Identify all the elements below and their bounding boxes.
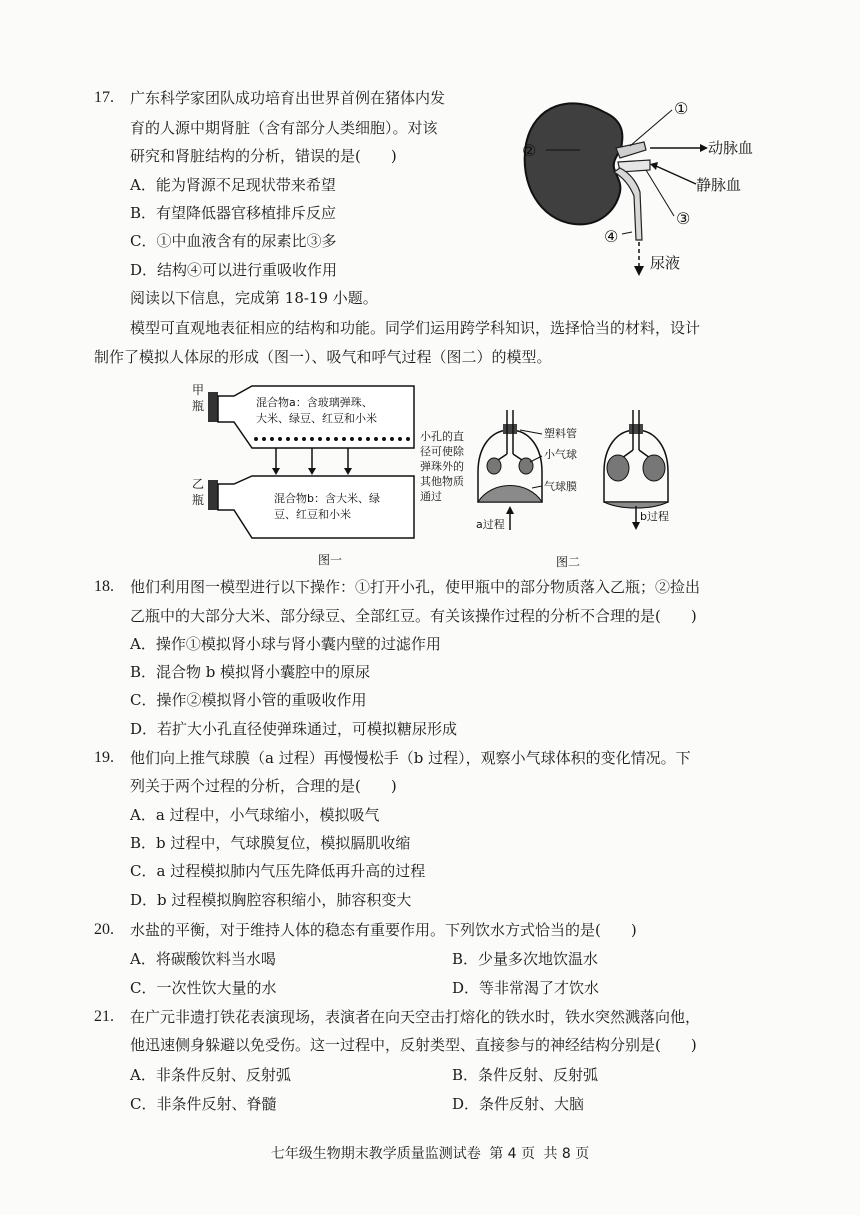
mixture-a-line-1: 混合物a：含玻璃弹珠、 — [256, 396, 373, 409]
hole-note-line-4: 其他物质 — [420, 475, 464, 488]
mixture-b-line-1: 混合物b：含大米、绿 — [274, 492, 380, 505]
small-balloon-b-right — [643, 455, 665, 481]
label-process-b: b过程 — [640, 510, 669, 523]
bottle-b-cap — [208, 480, 218, 510]
question-21-option-c: C．非条件反射、脊髓 — [130, 1095, 277, 1113]
figure-1-caption: 图一 — [318, 553, 343, 567]
question-21-option-b: B．条件反射、反射弧 — [452, 1066, 599, 1084]
question-18-option-d: D．若扩大小孔直径使弹珠通过，可模拟糖尿形成 — [130, 720, 458, 738]
small-balloon-b-left — [607, 455, 629, 481]
label-3: ③ — [676, 209, 691, 228]
label-plastic-pipe: 塑料管 — [544, 427, 577, 440]
flow-arrows — [272, 448, 352, 475]
question-18-option-b: B．混合物 b 模拟肾小囊腔中的原尿 — [130, 663, 371, 681]
question-19-stem-line-1: 他们向上推气球膜（a 过程）再慢慢松手（b 过程），观察小气球体积的变化情况。下 — [130, 749, 691, 767]
label-arterial-blood: 动脉血 — [708, 139, 754, 157]
question-17-stem-line-3: 研究和肾脏结构的分析，错误的是( ) — [130, 147, 397, 165]
question-20-option-a: A．将碳酸饮料当水喝 — [130, 950, 276, 968]
question-21-stem-line-1: 在广元非遗打铁花表演现场，表演者在向天空击打熔化的铁水时，铁水突然溅落向他， — [130, 1008, 701, 1026]
figure-2-caption: 图二 — [556, 555, 581, 569]
label-2: ② — [522, 141, 537, 160]
bottle-a-cap — [208, 392, 218, 422]
mixture-b-line-2: 豆、红豆和小米 — [274, 508, 351, 521]
intro-paragraph-line-1: 模型可直观地表征相应的结构和功能。同学们运用跨学科知识，选择恰当的材料，设计 — [130, 319, 701, 337]
label-small-balloon: 小气球 — [544, 448, 577, 461]
question-19-option-b: B．b 过程中，气球膜复位，模拟膈肌收缩 — [130, 834, 411, 852]
question-17-stem-line-1: 广东科学家团队成功培育出世界首例在猪体内发 — [130, 89, 446, 107]
question-21-number: 21. — [94, 1008, 114, 1025]
question-21-stem-line-2: 他迅速侧身躲避以免受伤。这一过程中，反射类型、直接参与的神经结构分别是( ) — [130, 1036, 697, 1054]
figure-1-diagram — [190, 378, 480, 568]
bottle-a-label-1: 甲 — [192, 383, 205, 397]
question-17-option-b: B．有望降低器官移植排斥反应 — [130, 204, 337, 222]
question-17-option-d: D．结构④可以进行重吸收作用 — [130, 261, 338, 279]
kidney-diagram — [512, 92, 782, 282]
question-17-number: 17. — [94, 89, 114, 106]
label-1: ① — [674, 99, 689, 118]
small-balloon-a-right — [519, 458, 533, 474]
intro-paragraph-line-2: 制作了模拟人体尿的形成（图一）、吸气和呼气过程（图二）的模型。 — [94, 348, 552, 366]
hole-note-line-3: 弹珠外的 — [420, 460, 464, 473]
page-footer — [0, 1143, 860, 1163]
hole-note-line-5: 通过 — [420, 490, 442, 503]
question-19-number: 19. — [94, 749, 114, 766]
kidney-shape — [525, 103, 623, 224]
question-17-option-a: A．能为肾源不足现状带来希望 — [130, 176, 336, 194]
question-19-option-a: A．a 过程中，小气球缩小，模拟吸气 — [130, 806, 380, 824]
hole-note-line-1: 小孔的直 — [420, 430, 464, 443]
question-18-stem-line-1: 他们利用图一模型进行以下操作：①打开小孔，使甲瓶中的部分物质落入乙瓶；②捡出 — [130, 578, 701, 596]
question-20-stem-line-1: 水盐的平衡，对于维持人体的稳态有重要作用。下列饮水方式恰当的是( ) — [130, 921, 637, 939]
question-17-option-c: C．①中血液含有的尿素比③多 — [130, 232, 337, 250]
footer-total-pages: 共 8 页 — [543, 1146, 590, 1162]
question-18-option-a: A．操作①模拟肾小球与肾小囊内壁的过滤作用 — [130, 635, 441, 653]
question-19-option-c: C．a 过程模拟肺内气压先降低再升高的过程 — [130, 862, 426, 880]
intro-instruction: 阅读以下信息，完成第 18-19 小题。 — [130, 289, 378, 307]
question-20-option-d: D．等非常渴了才饮水 — [452, 979, 600, 997]
question-21-option-d: D．条件反射、大脑 — [452, 1095, 585, 1113]
question-20-number: 20. — [94, 921, 114, 938]
question-21-option-a: A．非条件反射、反射弧 — [130, 1066, 291, 1084]
question-20-option-b: B．少量多次地饮温水 — [452, 950, 599, 968]
label-venous-blood: 静脉血 — [696, 176, 742, 194]
footer-page-number: 第 4 页 — [489, 1146, 535, 1162]
label-balloon-membrane: 气球膜 — [544, 480, 577, 493]
figure-2-diagram — [470, 410, 700, 570]
hole-note-line-2: 径可使除 — [420, 445, 464, 458]
mixture-a-line-2: 大米、绿豆、红豆和小米 — [256, 412, 377, 425]
label-process-a: a过程 — [476, 518, 505, 531]
label-urine: 尿液 — [650, 254, 681, 272]
bottle-b — [218, 476, 414, 538]
question-17-stem-line-2: 育的人源中期肾脏（含有部分人类细胞）。对该 — [130, 119, 438, 137]
question-18-option-c: C．操作②模拟肾小管的重吸收作用 — [130, 691, 367, 709]
question-20-option-c: C．一次性饮大量的水 — [130, 979, 277, 997]
bottle-b-label-1: 乙 — [192, 477, 205, 491]
question-18-number: 18. — [94, 578, 114, 595]
label-4: ④ — [604, 227, 619, 246]
footer-title: 七年级生物期末教学质量监测试卷 — [270, 1146, 481, 1162]
bottle-b-label-2: 瓶 — [192, 493, 205, 507]
question-19-stem-line-2: 列关于两个过程的分析，合理的是( ) — [130, 777, 397, 795]
small-balloon-a-left — [487, 458, 501, 474]
question-19-option-d: D．b 过程模拟胸腔容积缩小，肺容积变大 — [130, 891, 412, 909]
question-18-stem-line-2: 乙瓶中的大部分大米、部分绿豆、全部红豆。有关该操作过程的分析不合理的是( ) — [130, 607, 697, 625]
bottle-a-label-2: 瓶 — [192, 399, 205, 413]
